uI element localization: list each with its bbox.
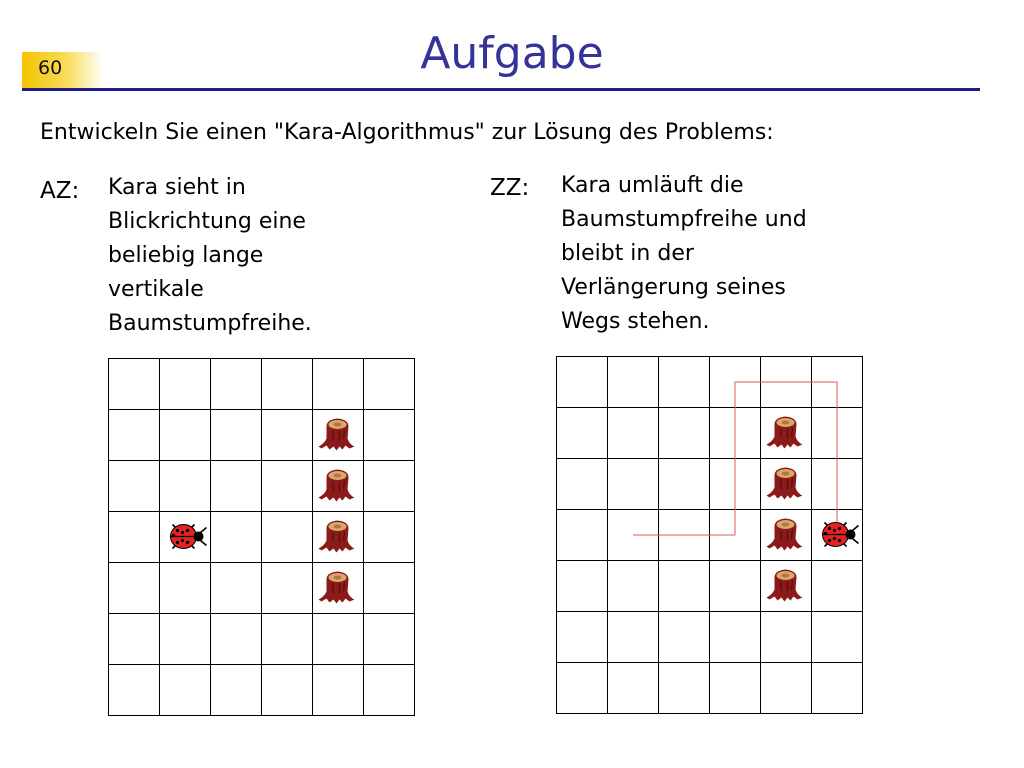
goal-world-grid bbox=[556, 356, 866, 717]
goal-desc-line: Wegs stehen. bbox=[561, 309, 710, 334]
ladybug-kara-icon bbox=[171, 525, 207, 549]
goal-desc-line: bleibt in der bbox=[561, 241, 694, 266]
start-state-description bbox=[108, 171, 312, 341]
goal-state-description bbox=[561, 169, 807, 339]
goal-desc-line: Kara umläuft die bbox=[561, 173, 744, 198]
tree-stump-icon bbox=[319, 419, 355, 451]
start-desc-line: Kara sieht in bbox=[108, 175, 246, 200]
ladybug-kara-icon bbox=[823, 523, 859, 547]
tree-stump-icon bbox=[319, 521, 355, 553]
tree-stump-icon bbox=[319, 470, 355, 502]
title-rule bbox=[22, 88, 980, 91]
tree-stump-icon bbox=[767, 468, 803, 500]
intro-text: Entwickeln Sie einen "Kara-Algorithmus" zur Lösung des Problems: bbox=[40, 120, 774, 145]
tree-stump-icon bbox=[319, 572, 355, 604]
goal-state-label: ZZ: bbox=[490, 175, 530, 201]
start-desc-line: Baumstumpfreihe. bbox=[108, 311, 312, 336]
tree-stump-icon bbox=[767, 417, 803, 449]
start-desc-line: vertikale bbox=[108, 277, 204, 302]
tree-stump-icon bbox=[767, 519, 803, 551]
goal-desc-line: Verlängerung seines bbox=[561, 275, 786, 300]
start-world-grid bbox=[108, 358, 418, 719]
tree-stump-icon bbox=[767, 570, 803, 602]
start-desc-line: Blickrichtung eine bbox=[108, 209, 306, 234]
slide-number: 60 bbox=[38, 57, 63, 79]
start-desc-line: beliebig lange bbox=[108, 243, 264, 268]
goal-desc-line: Baumstumpfreihe und bbox=[561, 207, 807, 232]
start-state-label: AZ: bbox=[40, 178, 80, 204]
slide-title: Aufgabe bbox=[420, 28, 604, 79]
